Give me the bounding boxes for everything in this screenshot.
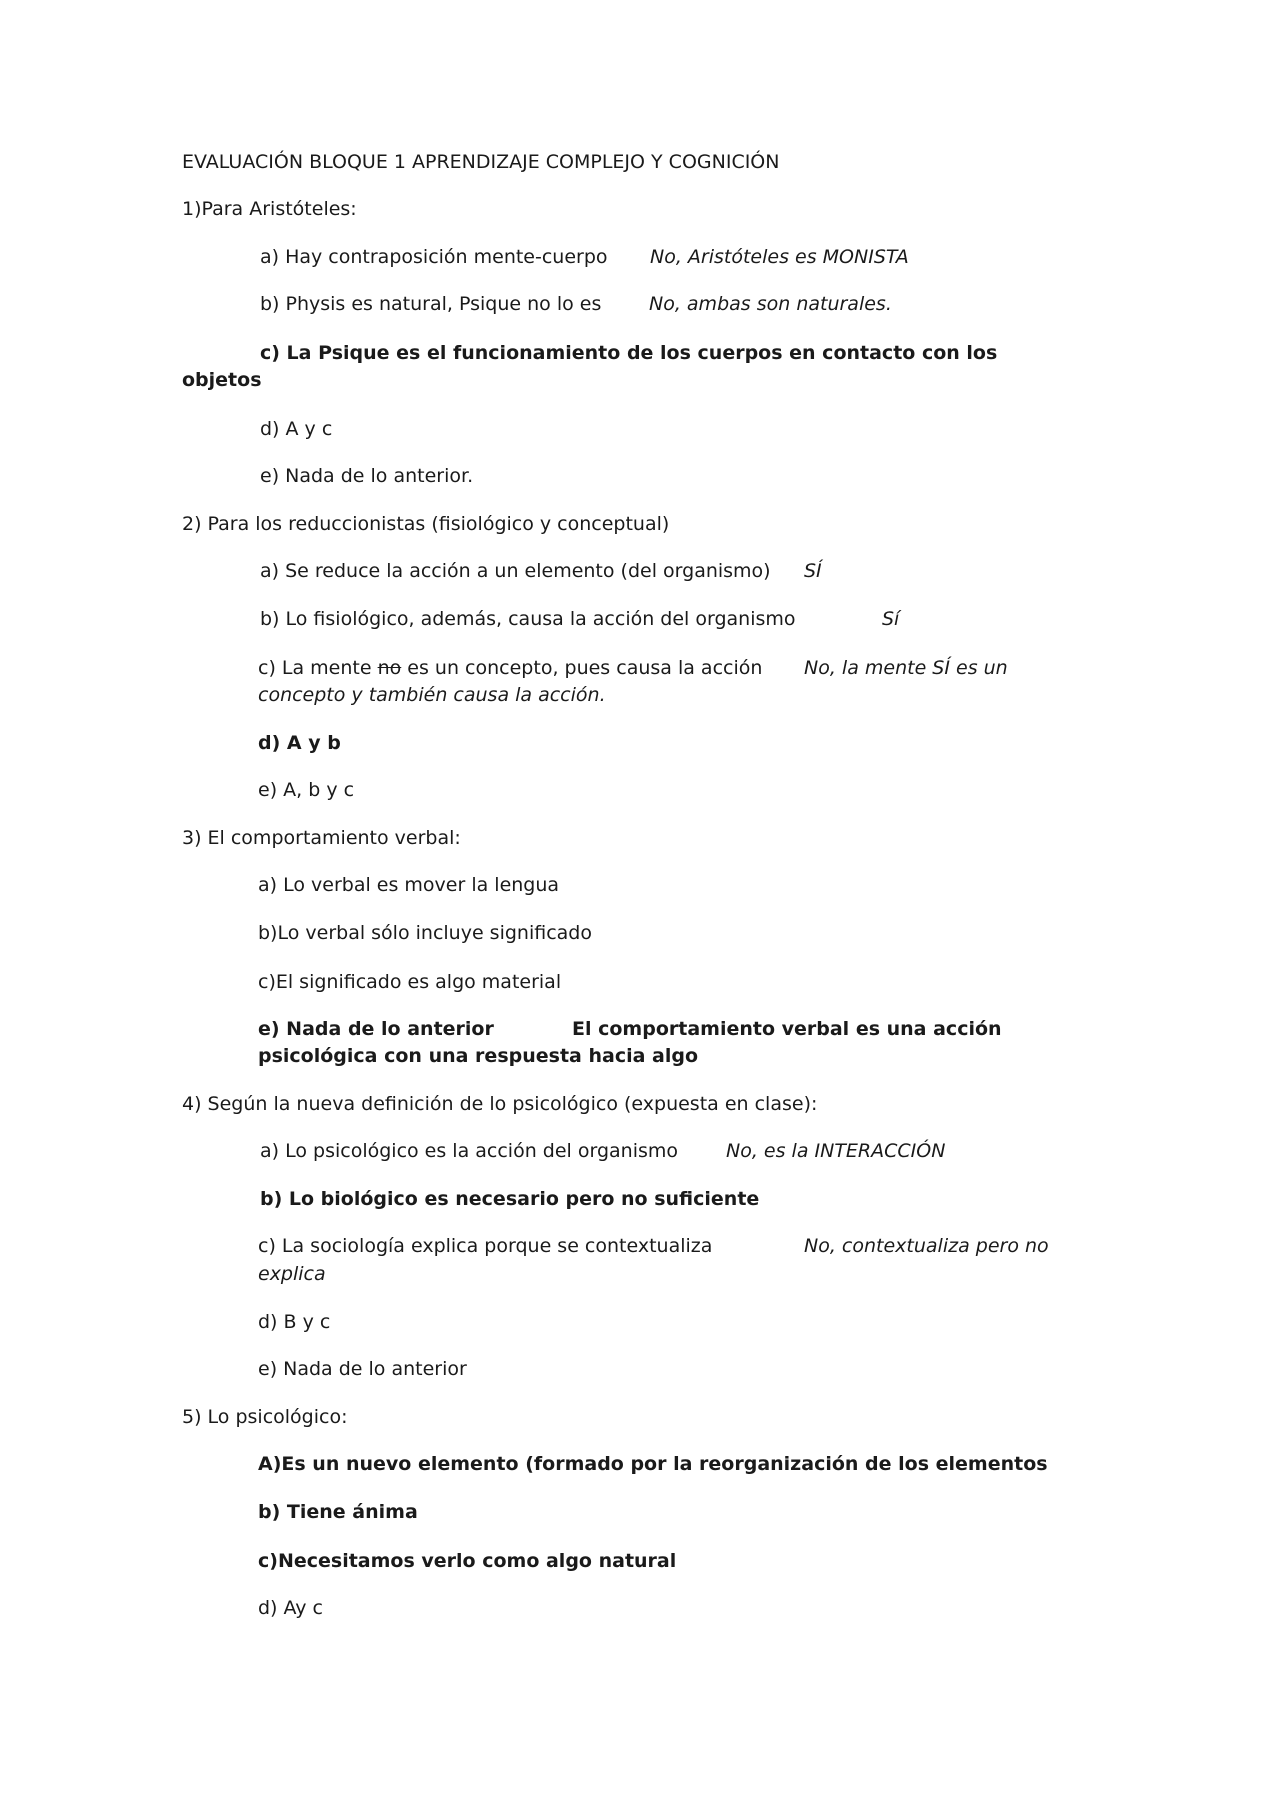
q3-option-e-comment-line2: psicológica con una respuesta hacia algo bbox=[258, 1045, 699, 1067]
q2-option-b-comment: Sí bbox=[882, 608, 900, 630]
q4-option-c-comment-line2: explica bbox=[258, 1263, 326, 1285]
q4-option-a-comment: No, es la INTERACCIÓN bbox=[726, 1140, 946, 1162]
q1-option-a-comment: No, Aristóteles es MONISTA bbox=[650, 246, 909, 268]
q5-option-b: b) Tiene ánima bbox=[258, 1501, 418, 1523]
q1-option-e: e) Nada de lo anterior. bbox=[260, 465, 474, 487]
q4-option-c: c) La sociología explica porque se contextualiza bbox=[258, 1235, 713, 1257]
q2-option-b: b) Lo fisiológico, además, causa la acción del organismo bbox=[260, 608, 796, 630]
q5-option-d: d) Ay c bbox=[258, 1597, 323, 1619]
q3-option-e: e) Nada de lo anterior bbox=[258, 1018, 494, 1040]
q2-option-e: e) A, b y c bbox=[258, 779, 355, 801]
question-3: 3) El comportamiento verbal: bbox=[182, 827, 461, 849]
q4-option-b: b) Lo biológico es necesario pero no suficiente bbox=[260, 1188, 760, 1210]
q2-option-d: d) A y b bbox=[258, 732, 341, 754]
q4-option-c-comment-line1: No, contextualiza pero no bbox=[804, 1235, 1049, 1257]
q3-option-a: a) Lo verbal es mover la lengua bbox=[258, 874, 560, 896]
question-5: 5) Lo psicológico: bbox=[182, 1406, 348, 1428]
q1-option-c-line2: objetos bbox=[182, 369, 262, 391]
q1-option-d: d) A y c bbox=[260, 418, 333, 440]
q2-option-c bbox=[258, 655, 762, 682]
q2-option-a: a) Se reduce la acción a un elemento (del organismo) bbox=[260, 560, 771, 582]
q3-option-b: b)Lo verbal sólo incluye significado bbox=[258, 922, 592, 944]
q5-option-c: c)Necesitamos verlo como algo natural bbox=[258, 1550, 677, 1572]
document-title: EVALUACIÓN BLOQUE 1 APRENDIZAJE COMPLEJO Y COGNICIÓN bbox=[182, 151, 780, 173]
q3-option-e-comment-line1: El comportamiento verbal es una acción bbox=[572, 1018, 1002, 1040]
q2-option-a-comment: SÍ bbox=[804, 560, 822, 582]
q5-option-a: A)Es un nuevo elemento (formado por la reorganización de los elementos bbox=[258, 1453, 1048, 1475]
q3-option-c: c)El significado es algo material bbox=[258, 971, 562, 993]
q4-option-e: e) Nada de lo anterior bbox=[258, 1358, 467, 1380]
q2-option-c-comment-line2: concepto y también causa la acción. bbox=[258, 684, 606, 706]
q1-option-c-line1: c) La Psique es el funcionamiento de los cuerpos en contacto con los bbox=[260, 342, 998, 364]
q4-option-d: d) B y c bbox=[258, 1311, 331, 1333]
q1-option-a: a) Hay contraposición mente-cuerpo bbox=[260, 246, 608, 268]
question-2: 2) Para los reduccionistas (fisiológico y conceptual) bbox=[182, 513, 670, 535]
q2-option-c-comment-line1: No, la mente SÍ es un bbox=[804, 657, 1008, 679]
q4-option-a: a) Lo psicológico es la acción del organismo bbox=[260, 1140, 679, 1162]
q2-option-c-pre: c) La mente bbox=[258, 657, 378, 679]
q2-option-c-post: es un concepto, pues causa la acción bbox=[401, 657, 763, 679]
question-4: 4) Según la nueva definición de lo psicológico (expuesta en clase): bbox=[182, 1093, 818, 1115]
question-1: 1)Para Aristóteles: bbox=[182, 198, 357, 220]
q1-option-b: b) Physis es natural, Psique no lo es bbox=[260, 293, 602, 315]
q1-option-b-comment: No, ambas son naturales. bbox=[649, 293, 892, 315]
q2-option-c-struck-word: no bbox=[377, 657, 402, 679]
